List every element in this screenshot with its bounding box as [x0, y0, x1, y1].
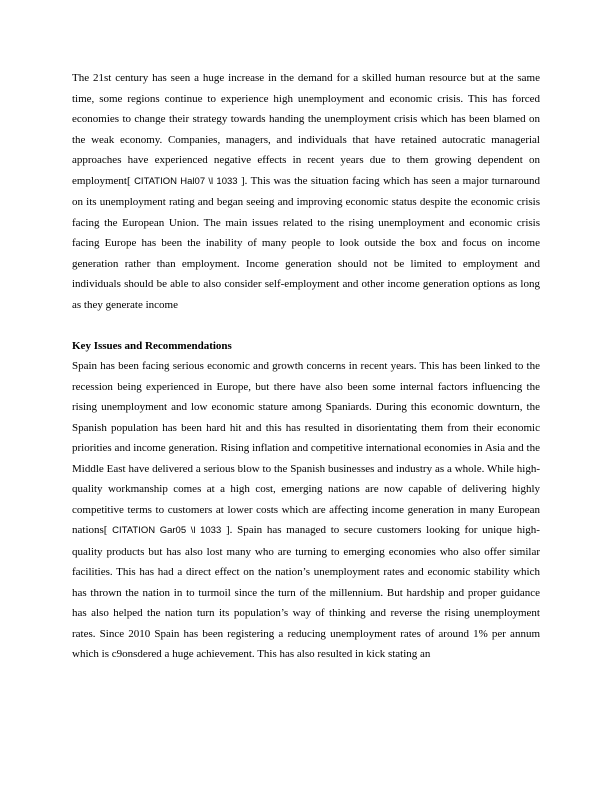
intro-text-part-2: ]. This was the situation facing which has seen a major turnaround on its unemployment rating and began seeing and improving economic status despite the economic crisis facing the European Union. The main issues related to the rising unemployment and economic crisis facing Europe has been the inability of many people to look outside the box and focus on income generation rather than employment. Income generation should not be limited to employment and individuals should be able to also consider self-employment and other income generation options as long as they generate income	[72, 174, 541, 311]
intro-paragraph	[72, 68, 540, 315]
intro-text-part-1: The 21st century has seen a huge increase in the demand for a skilled human resource but at the same time, some regions continue to experience high unemployment and economic crisis. This has forced economies to change their strategy towards handing the unemployment crisis which has been blamed on the weak economy. Companies, managers, and individuals that have retained autocratic managerial approaches have experienced negative effects in recent years due to them growing dependent on employment[	[72, 72, 540, 187]
section-citation: CITATION Gar05 \l 1033	[112, 525, 222, 536]
section-heading: Key Issues and Recommendations	[72, 339, 232, 352]
section-text-part-2: ]. Spain has managed to secure customers looking for unique high-quality products but has also lost many who are turning to emerging economies who also offer similar facilities. This has had a direct effect on the nation’s unemployment rates and economic stability which has thrown the nation in to turmoil since the turn of the millennium. But hardship and proper guidance has also helped the nation turn its population’s way of thinking and reverse the rising unemployment rates. Since 2010 Spain has been registering a reducing unemployment rates of around 1% per annum which is c9onsdered a huge achievement. This has also resulted in kick stating an	[72, 524, 540, 660]
section-paragraph	[72, 356, 540, 665]
document-body	[72, 68, 540, 665]
paragraph-spacer	[72, 315, 540, 336]
section-text-part-1: Spain has been facing serious economic and growth concerns in recent years. This has been linked to the recession being experienced in Europe, but there have also been some internal factors influencing the rising unemployment and low economic stature among Spaniards. During this economic downturn, the Spanish population has been hard hit and this has resulted in disorientating them from their economic priorities and income generation. Rising inflation and competitive international economies in Asia and the Middle East have delivered a serious blow to the Spanish businesses and industry as a whole. While high-quality workmanship comes at a high cost, emerging nations are now capable of delivering highly competitive terms to customers at lower costs which are affecting income generation in many European nations[	[72, 360, 540, 536]
intro-citation: CITATION Hal07 \l 1033	[134, 175, 238, 187]
